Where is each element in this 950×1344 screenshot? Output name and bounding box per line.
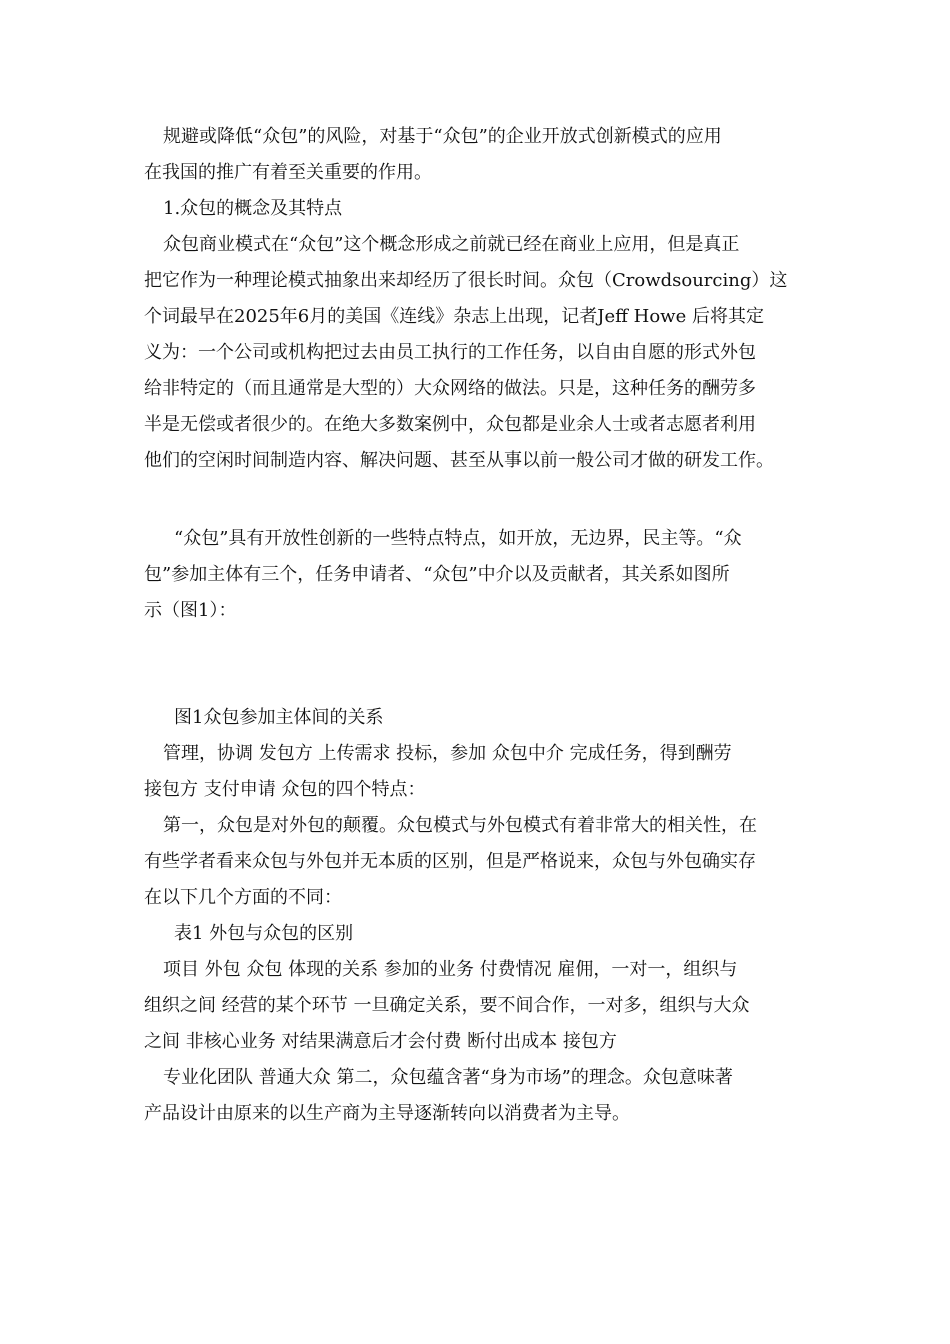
paragraph-line: 把它作为一种理论模式抽象出来却经历了很长时间。众包（Crowdsourcing）这 [144, 270, 788, 291]
paragraph-line: 第一，众包是对外包的颠覆。众包模式与外包模式有着非常大的相关性，在 [163, 815, 757, 836]
paragraph-line: 在我国的推广有着至关重要的作用。 [144, 162, 432, 183]
paragraph-line: 众包商业模式在“众包”这个概念形成之前就已经在商业上应用，但是真正 [163, 234, 740, 255]
paragraph-line: 在以下几个方面的不同： [144, 887, 342, 908]
paragraph-line: 个词最早在2025年6月的美国《连线》杂志上出现，记者Jeff Howe 后将其定 [144, 306, 764, 327]
paragraph-line: 他们的空闲时间制造内容、解决问题、甚至从事以前一般公司才做的研发工作。 [144, 450, 774, 471]
paragraph-line: 义为：一个公司或机构把过去由员工执行的工作任务，以自由自愿的形式外包 [144, 342, 756, 363]
paragraph-line: 产品设计由原来的以生产商为主导逐渐转向以消费者为主导。 [144, 1103, 630, 1124]
paragraph-line: 有些学者看来众包与外包并无本质的区别，但是严格说来，众包与外包确实存 [144, 851, 756, 872]
paragraph-line: 管理，协调 发包方 上传需求 投标，参加 众包中介 完成任务，得到酬劳 [163, 743, 732, 764]
paragraph-line: 示（图1）： [144, 600, 237, 621]
paragraph-line: 组织之间 经营的某个环节 一旦确定关系，要不间合作，一对多，组织与大众 [144, 995, 750, 1016]
paragraph-line: 之间 非核心业务 对结果满意后才会付费 断付出成本 接包方 [144, 1031, 617, 1052]
paragraph-line: 给非特定的（而且通常是大型的）大众网络的做法。只是，这种任务的酬劳多 [144, 378, 756, 399]
paragraph-line: 项目 外包 众包 体现的关系 参加的业务 付费情况 雇佣，一对一，组织与 [163, 959, 738, 980]
paragraph-line: 专业化团队 普通大众 第二，众包蕴含著“身为市场”的理念。众包意味著 [163, 1067, 733, 1088]
section-heading: 1.众包的概念及其特点 [163, 198, 343, 219]
paragraph-line: “众包”具有开放性创新的一些特点特点，如开放，无边界，民主等。“众 [174, 528, 742, 549]
paragraph-line: 规避或降低“众包”的风险，对基于“众包”的企业开放式创新模式的应用 [163, 126, 722, 147]
table-caption: 表1 外包与众包的区别 [174, 923, 354, 944]
paragraph-line: 包”参加主体有三个，任务申请者、“众包”中介以及贡献者，其关系如图所 [144, 564, 730, 585]
paragraph-line: 半是无偿或者很少的。在绝大多数案例中，众包都是业余人士或者志愿者利用 [144, 414, 756, 435]
paragraph-line: 接包方 支付申请 众包的四个特点： [144, 779, 426, 800]
figure-caption: 图1众包参加主体间的关系 [174, 707, 384, 728]
